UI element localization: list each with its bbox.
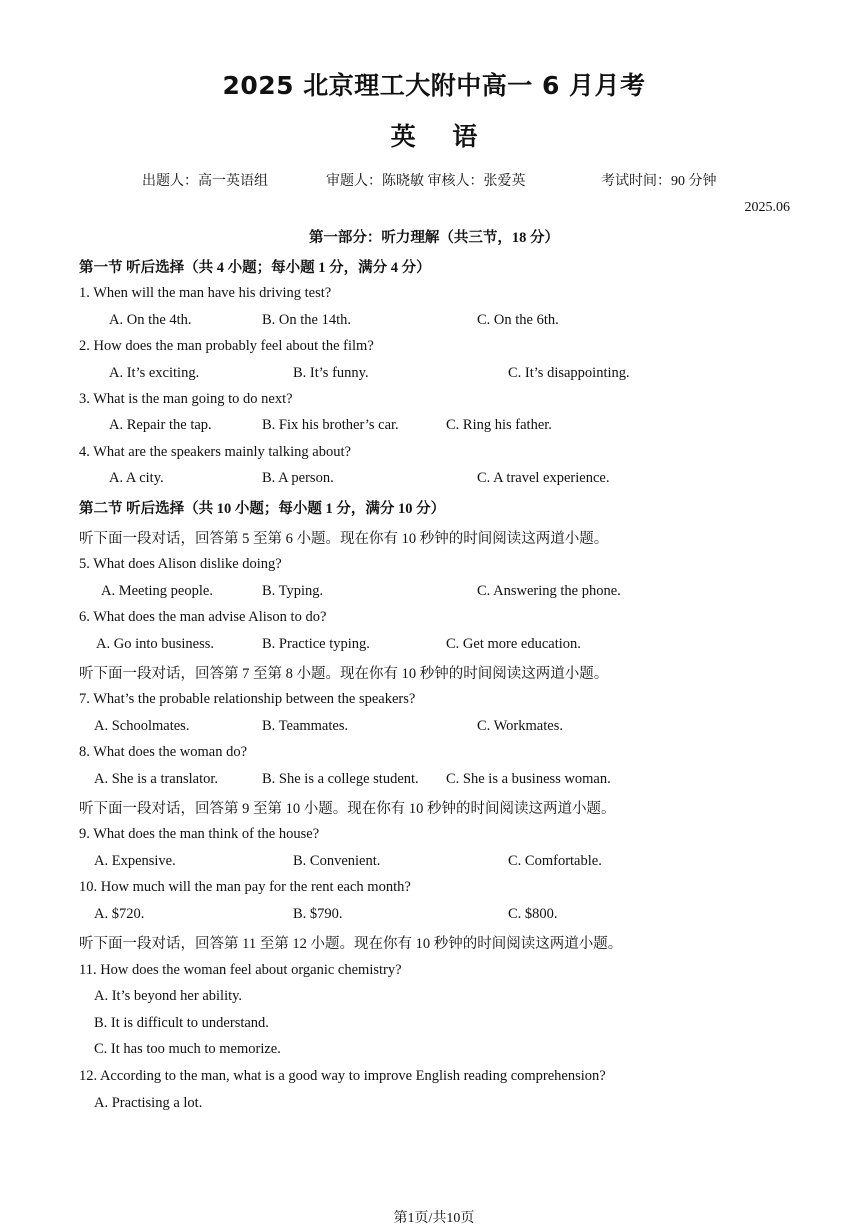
option-9a: A. Expensive. <box>94 853 176 869</box>
reviewers-line: 审题人：陈晓敏 审核人：张爱英 <box>326 174 526 189</box>
instruction-9-10: 听下面一段对话，回答第 9 至第 10 小题。现在你有 10 秒钟的时间阅读这两道小题。 <box>79 801 616 817</box>
option-3a: A. Repair the tap. <box>109 417 212 433</box>
question-4: 4. What are the speakers mainly talking about? <box>79 444 351 460</box>
option-8c: C. She is a business woman. <box>446 771 611 787</box>
option-2c: C. It’s disappointing. <box>508 365 630 381</box>
question-1: 1. When will the man have his driving test? <box>79 285 332 301</box>
option-1c: C. On the 6th. <box>477 312 559 328</box>
option-11a: A. It’s beyond her ability. <box>94 988 243 1004</box>
page-number: 第1页/共10页 <box>393 1211 475 1226</box>
part-title: 第一部分：听力理解（共三节，18 分） <box>308 230 560 246</box>
question-8: 8. What does the woman do? <box>79 744 248 760</box>
option-1a: A. On the 4th. <box>109 312 192 328</box>
option-4c: C. A travel experience. <box>477 470 610 486</box>
option-8a: A. She is a translator. <box>94 771 219 787</box>
question-2: 2. How does the man probably feel about the film? <box>79 338 374 354</box>
question-7: 7. What’s the probable relationship between the speakers? <box>79 691 416 707</box>
section-1-title: 第一节 听后选择（共 4 小题；每小题 1 分，满分 4 分） <box>79 260 431 276</box>
option-7b: B. Teammates. <box>262 718 349 734</box>
question-9: 9. What does the man think of the house? <box>79 826 320 842</box>
option-6a: A. Go into business. <box>96 636 215 652</box>
option-10b: B. $790. <box>293 906 343 922</box>
option-3c: C. Ring his father. <box>446 417 552 433</box>
subject-title: 英 语 <box>390 122 478 151</box>
exam-title: 2025 北京理工大附中高一 6 月月考 <box>222 71 646 100</box>
option-12a: A. Practising a lot. <box>94 1095 203 1111</box>
exam-time: 考试时间：90 分钟 <box>601 174 717 189</box>
author-line: 出题人：高一英语组 <box>142 174 268 189</box>
question-12: 12. According to the man, what is a good way to improve English reading comprehension? <box>79 1068 606 1084</box>
instruction-5-6: 听下面一段对话，回答第 5 至第 6 小题。现在你有 10 秒钟的时间阅读这两道小题。 <box>79 531 609 547</box>
option-8b: B. She is a college student. <box>262 771 419 787</box>
option-10c: C. $800. <box>508 906 558 922</box>
option-10a: A. $720. <box>94 906 145 922</box>
question-3: 3. What is the man going to do next? <box>79 391 293 407</box>
option-4a: A. A city. <box>109 470 164 486</box>
question-10: 10. How much will the man pay for the rent each month? <box>79 879 411 895</box>
instruction-7-8: 听下面一段对话，回答第 7 至第 8 小题。现在你有 10 秒钟的时间阅读这两道小题。 <box>79 666 609 682</box>
option-3b: B. Fix his brother’s car. <box>262 417 399 433</box>
instruction-11-12: 听下面一段对话，回答第 11 至第 12 小题。现在你有 10 秒钟的时间阅读这两道小题。 <box>79 936 623 952</box>
question-11: 11. How does the woman feel about organic chemistry? <box>79 962 402 978</box>
question-5: 5. What does Alison dislike doing? <box>79 556 282 572</box>
section-2-title: 第二节 听后选择（共 10 小题；每小题 1 分，满分 10 分） <box>79 501 446 517</box>
option-11c: C. It has too much to memorize. <box>94 1041 281 1057</box>
option-5a: A. Meeting people. <box>101 583 213 599</box>
option-6b: B. Practice typing. <box>262 636 370 652</box>
question-6: 6. What does the man advise Alison to do? <box>79 609 327 625</box>
option-5b: B. Typing. <box>262 583 324 599</box>
option-4b: B. A person. <box>262 470 334 486</box>
option-9b: B. Convenient. <box>293 853 381 869</box>
option-2b: B. It’s funny. <box>293 365 369 381</box>
option-7a: A. Schoolmates. <box>94 718 190 734</box>
option-2a: A. It’s exciting. <box>109 365 200 381</box>
option-11b: B. It is difficult to understand. <box>94 1015 269 1031</box>
exam-date: 2025.06 <box>744 200 790 215</box>
option-7c: C. Workmates. <box>477 718 563 734</box>
option-9c: C. Comfortable. <box>508 853 602 869</box>
option-6c: C. Get more education. <box>446 636 581 652</box>
option-1b: B. On the 14th. <box>262 312 352 328</box>
option-5c: C. Answering the phone. <box>477 583 621 599</box>
